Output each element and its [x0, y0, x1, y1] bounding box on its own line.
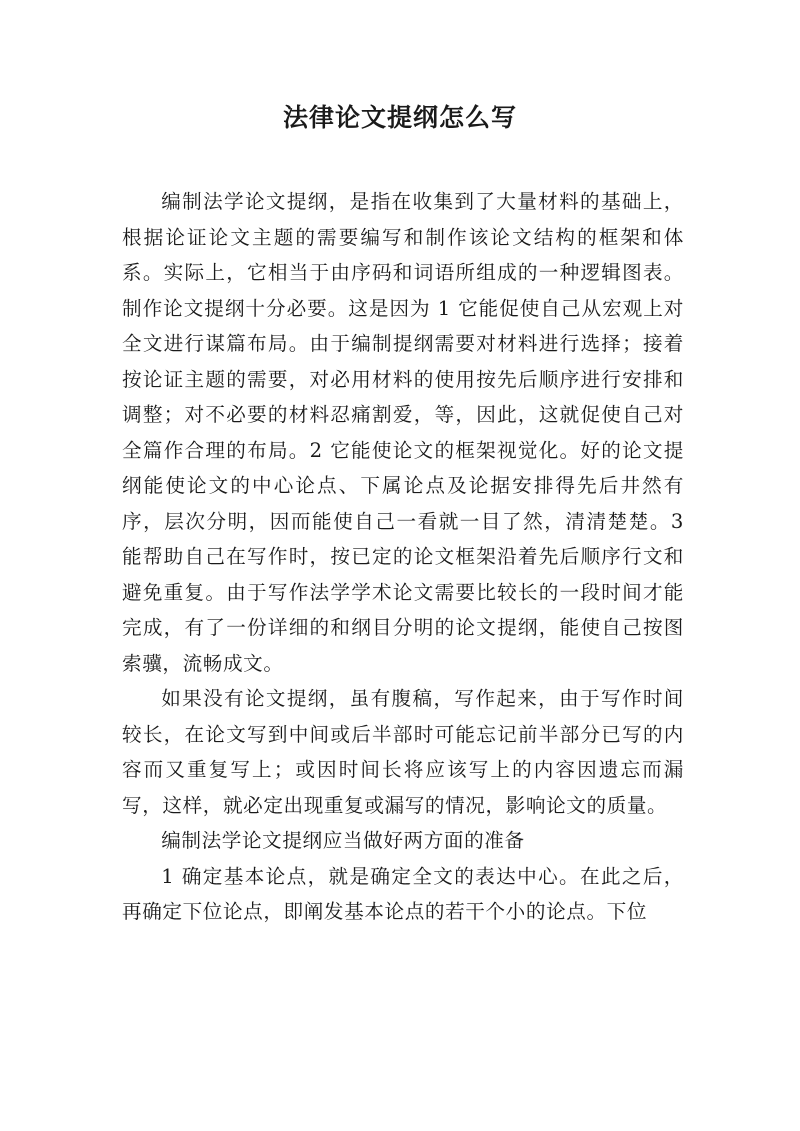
paragraph-1: 编制法学论文提纲，是指在收集到了大量材料的基础上，根据论证论文主题的需要编写和制作该论文结构的框架和体系。实际上，它相当于由序码和词语所组成的一种逻辑图表。制作论文提纲十分必要。这是因为 1 它能促使自己从宏观上对全文进行谋篇布局。由于编制提纲需要对材料进行选择；接着按论证主题的需要，对必用材料的使用按先后顺序进行安排和调整；对不必要的材料忍痛割爱，等，因此，这就促使自己对全篇作合理的布局。2 它能使论文的框架视觉化。好的论文提纲能使论文的中心论点、下属论点及论据安排得先后井然有序，层次分明，因而能使自己一看就一目了然，清清楚楚。3 能帮助自己在写作时，按已定的论文框架沿着先后顺序行文和避免重复。由于写作法学学术论文需要比较长的一段时间才能完成，有了一份详细的和纲目分明的论文提纲，能使自己按图索骥，流畅成文。	[122, 190, 684, 675]
paragraph-2: 如果没有论文提纲，虽有腹稿，写作起来，由于写作时间较长，在论文写到中间或后半部时可能忘记前半部分已写的内容而又重复写上；或因时间长将应该写上的内容因遗忘而漏写，这样，就必定出现重复或漏写的情况，影响论文的质量。	[122, 687, 684, 817]
document-title: 法律论文提纲怎么写	[282, 103, 517, 132]
paragraph-4: 1 确定基本论点，就是确定全文的表达中心。在此之后，再确定下位论点，即阐发基本论点的若干个小的论点。下位	[122, 864, 684, 923]
document-body	[122, 184, 684, 930]
paragraph-3: 编制法学论文提纲应当做好两方面的准备	[161, 829, 525, 852]
